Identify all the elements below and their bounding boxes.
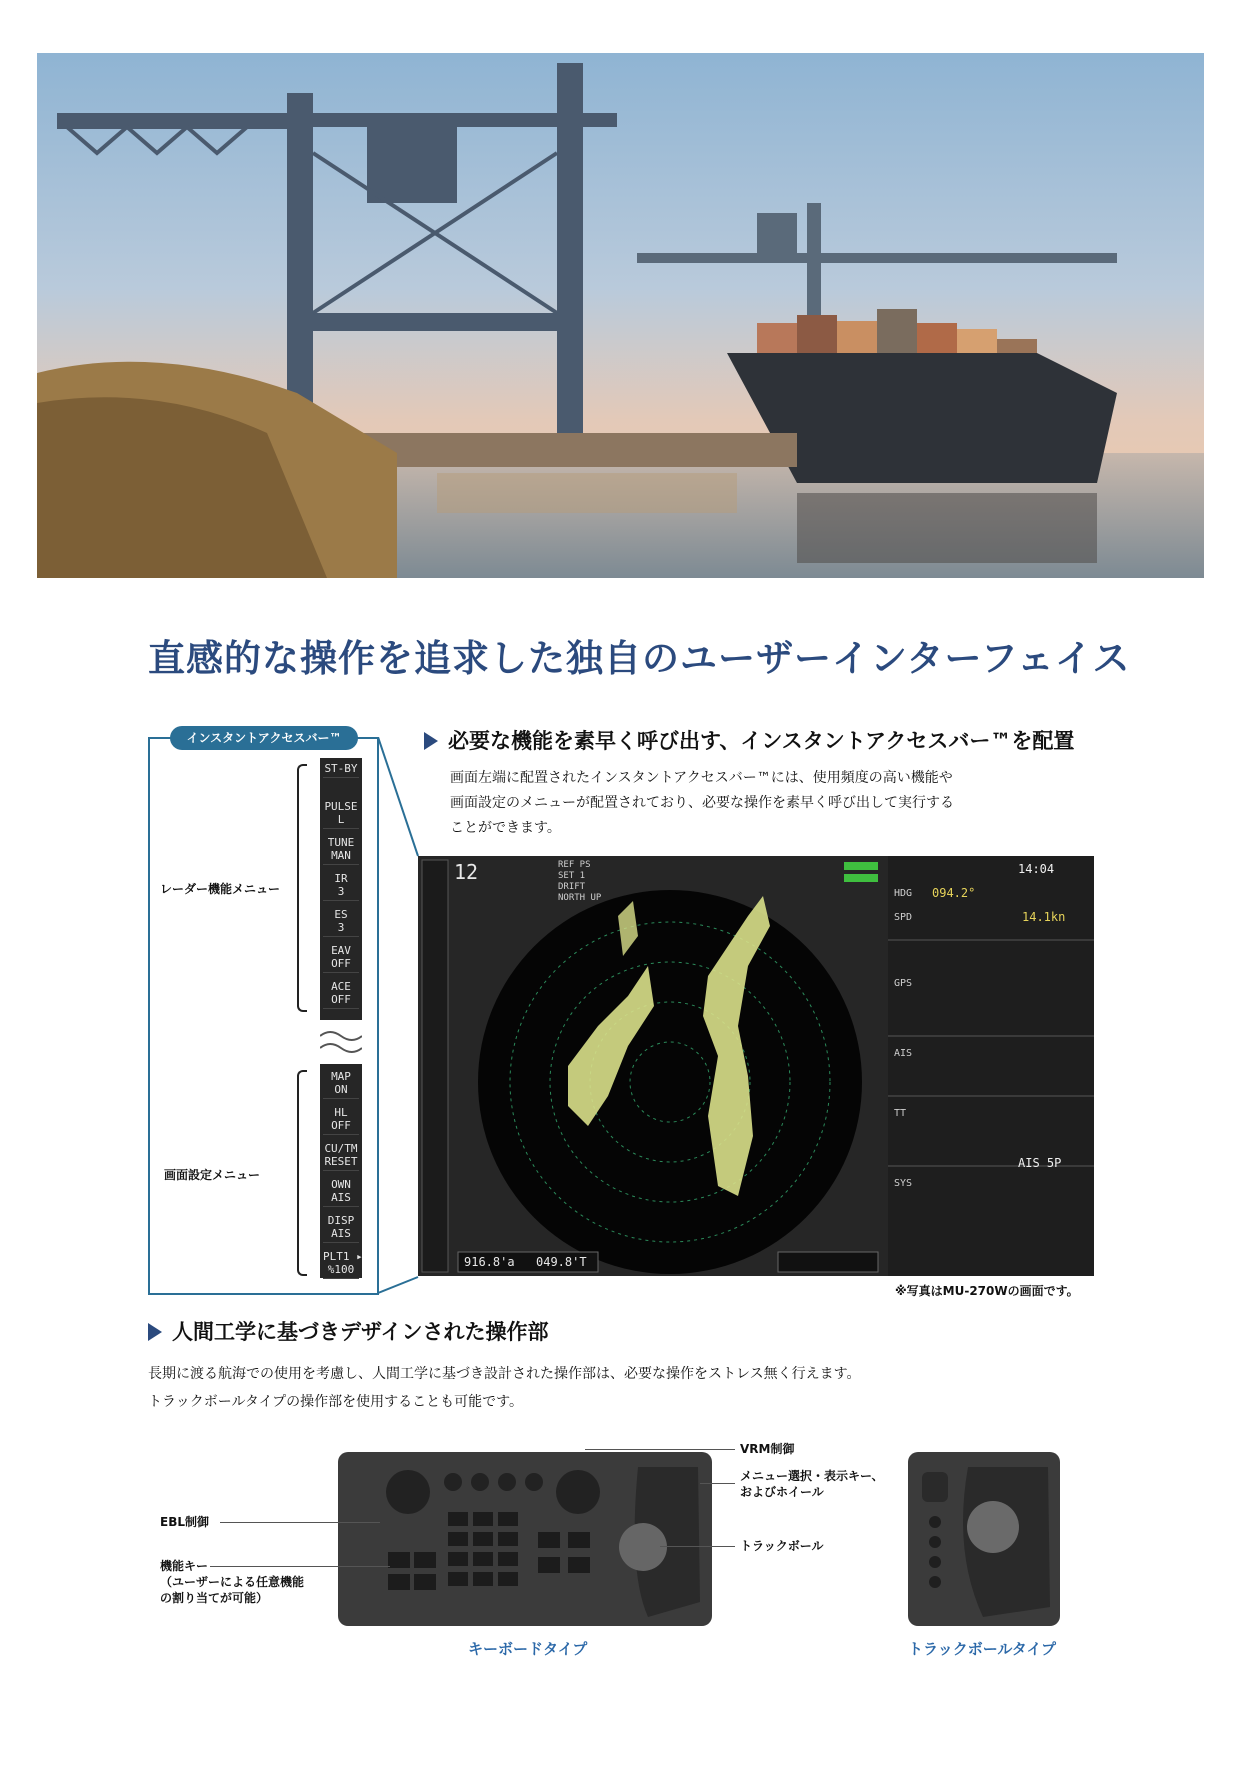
triangle-bullet-icon	[148, 1323, 162, 1341]
vrm-callout: VRM制御	[740, 1442, 795, 1456]
keyboard-control-unit	[338, 1452, 712, 1626]
bar-break	[320, 1020, 362, 1064]
vrm-callout-line	[585, 1449, 735, 1450]
vrm-knob[interactable]	[556, 1470, 600, 1514]
trackball-control-unit	[908, 1452, 1060, 1626]
bar-key-tune[interactable]: TUNE MAN	[323, 834, 359, 865]
screen-menu-brace	[297, 1070, 307, 1276]
cursor-bearing: 916.8'a	[464, 1255, 515, 1269]
zoom-connector	[362, 737, 422, 1297]
section2-body: 長期に渡る航海での使用を考慮し、人間工学に基づき設計された操作部は、必要な操作をストレス無く行えます。 トラックボールタイプの操作部を使用することも可能です。	[148, 1366, 861, 1410]
radar-menu-brace	[297, 764, 307, 1012]
bar-key-map[interactable]: MAP ON	[323, 1068, 359, 1099]
bar-key-disp-ais[interactable]: DISP AIS	[323, 1212, 359, 1243]
bar-key-standby[interactable]: ST-BY	[323, 760, 359, 778]
radar-top-readouts: REF PS SET 1 DRIFT NORTH UP	[558, 860, 602, 903]
bar-key-hl[interactable]: HL OFF	[323, 1104, 359, 1135]
trackball-caption: トラックボールタイプ	[908, 1640, 1057, 1658]
svg-text:SPD: SPD	[894, 912, 913, 923]
menu-callout: メニュー選択・表示キー、 およびホイール	[740, 1469, 884, 1499]
cursor-range: 049.8'T	[536, 1255, 587, 1269]
screen-menu-label: 画面設定メニュー	[164, 1168, 261, 1182]
radar-ais-label: AIS 5P	[1018, 1156, 1062, 1170]
bar-key-ace[interactable]: ACE OFF	[323, 978, 359, 1009]
trackball-callout: トラックボール	[740, 1539, 824, 1553]
section2-title: 人間工学に基づきデザインされた操作部	[148, 1316, 549, 1346]
svg-text:AIS: AIS	[894, 1048, 913, 1059]
svg-text:TT: TT	[894, 1108, 907, 1119]
menu-callout-line	[700, 1483, 735, 1484]
svg-text:GPS: GPS	[894, 978, 913, 989]
bar-key-own-ais[interactable]: OWN AIS	[323, 1176, 359, 1207]
page-title: 直感的な操作を追求した独自のユーザーインターフェイス	[148, 637, 1131, 680]
radar-speed: 14.1kn	[1022, 910, 1066, 924]
radar-menu-label: レーダー機能メニュー	[160, 882, 281, 896]
svg-text:HDG: HDG	[894, 888, 913, 899]
bar-key-plt1[interactable]: PLT1 ▸ %100	[323, 1248, 359, 1279]
bar-key-cu-tm-reset[interactable]: CU/TM RESET	[323, 1140, 359, 1171]
section1-title: 必要な機能を素早く呼び出す、インスタントアクセスバー™を配置	[424, 725, 1074, 755]
triangle-bullet-icon	[424, 732, 438, 750]
ebl-callout-line	[220, 1522, 380, 1523]
instant-bar-badge: インスタントアクセスバー™	[170, 726, 358, 750]
ebl-knob[interactable]	[386, 1470, 430, 1514]
bar-key-eav[interactable]: EAV OFF	[323, 942, 359, 973]
trackball-ball[interactable]	[967, 1501, 1019, 1553]
radar-time: 14:04	[1018, 862, 1055, 876]
screen-note: ※写真はMU-270Wの画面です。	[895, 1284, 1079, 1298]
svg-text:SYS: SYS	[894, 1178, 913, 1189]
section1-body: 画面左端に配置されたインスタントアクセスバー™には、使用頻度の高い機能や 画面設定のメニューが配置されており、必要な操作を素早く呼び出して実行する ことができます。	[450, 770, 954, 836]
radar-heading: 094.2°	[932, 886, 976, 900]
bar-key-es[interactable]: ES 3	[323, 906, 359, 937]
ebl-callout: EBL制御	[160, 1515, 209, 1529]
func-callout: 機能キー （ユーザーによる任意機能 の割り当てが可能）	[160, 1559, 305, 1605]
hero-photo	[37, 53, 1204, 578]
trackball-callout-line	[660, 1546, 735, 1547]
instant-access-bar	[320, 758, 362, 1278]
bar-key-ir[interactable]: IR 3	[323, 870, 359, 901]
trackball[interactable]	[619, 1523, 667, 1571]
radar-screen	[418, 856, 1094, 1276]
keyboard-caption: キーボードタイプ	[468, 1640, 588, 1658]
bar-key-pulse[interactable]: PULSE L	[323, 798, 359, 829]
radar-range: 12	[454, 860, 479, 884]
